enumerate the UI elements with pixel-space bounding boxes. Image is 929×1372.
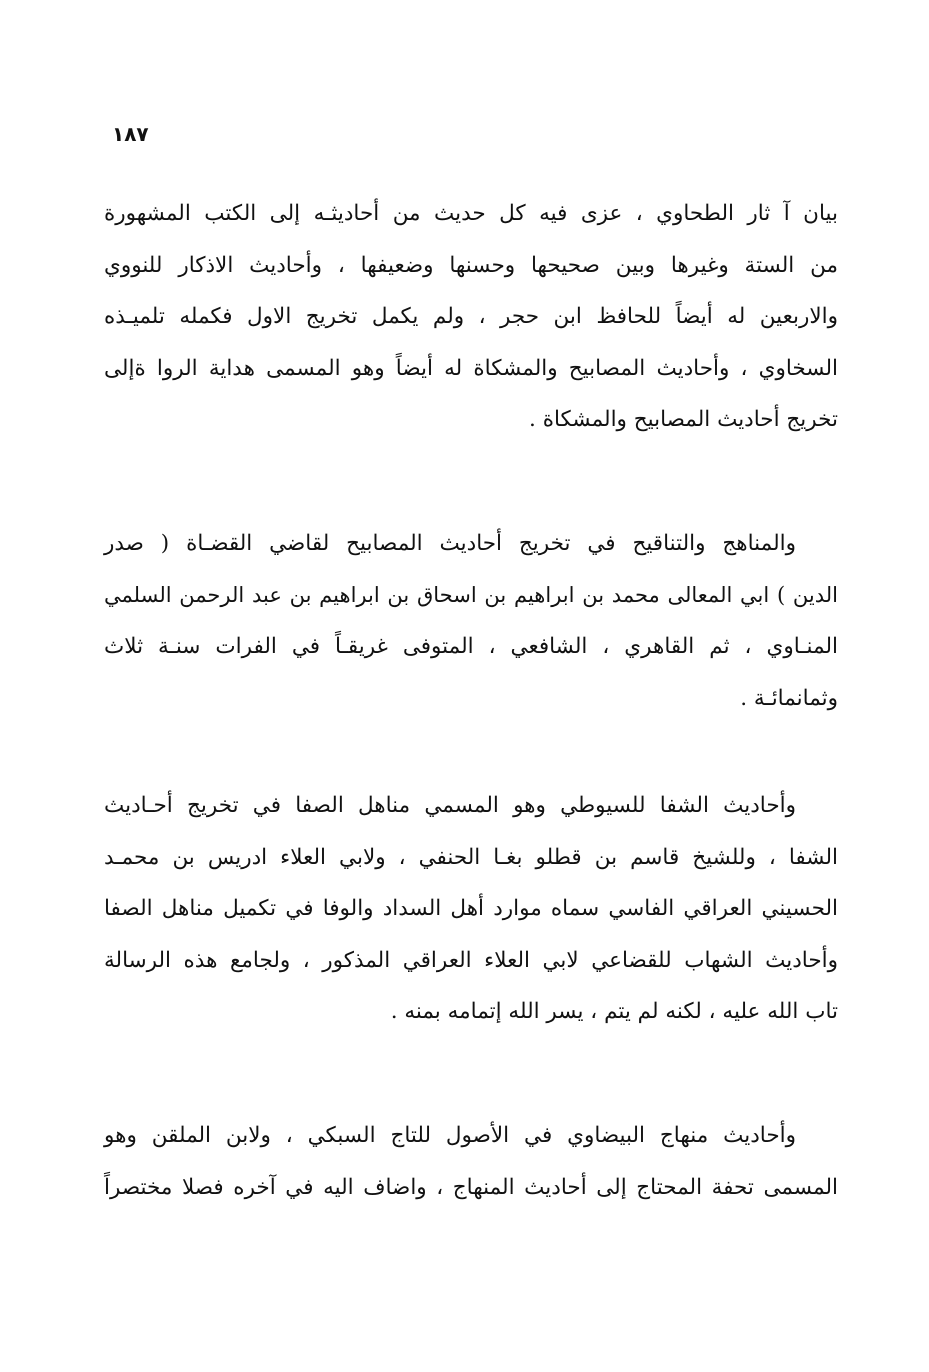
text-line: من الستة وغيرها وبين صحيحها وحسنها وضعيفها ، وأحاديث الاذكار للنووي xyxy=(104,252,838,278)
text-line: الدين ) ابي المعالى محمد بن ابراهيم بن اسحاق بن ابراهيم بن عبد الرحمن السلمي xyxy=(104,582,838,607)
text-line: والاربعين له أيضاً للحافظ ابن حجر ، ولم يكمل تخريج الاول فكمله تلميـذه xyxy=(104,304,838,329)
text-line: تاب الله عليه ، لكنه لم يتم ، يسر الله إتمامه بمنه . xyxy=(390,999,838,1024)
paragraph-3 xyxy=(104,780,838,1038)
text-line: السخاوي ، وأحاديث المصابيح والمشكاة له أيضاً وهو المسمى هداية الروا ةإلى xyxy=(104,355,838,381)
text-line: المسمى تحفة المحتاج إلى أحاديث المنهاج ، واضاف اليه في آخره فصلا مختصراً xyxy=(104,1174,838,1200)
paragraph-2 xyxy=(104,518,838,724)
paragraph-1 xyxy=(104,188,838,446)
text-line: والمناهج والتناقيح في تخريج أحاديث المصابيح لقاضي القضـاة ( صدر xyxy=(104,531,796,556)
text-line: وأحاديث منهاج البيضاوي في الأصول للتاج السبكي ، ولابن الملقن وهو xyxy=(104,1123,796,1148)
page-number: ١٨٧ xyxy=(112,122,149,146)
text-line: المنـاوي ، ثم القاهري ، الشافعي ، المتوفى غريقـاً في الفرات سنـة ثلاث xyxy=(104,634,838,659)
text-line: بيان آ ثار الطحاوي ، عزى فيه كل حديث من أحاديثـه إلى الكتب المشهورة xyxy=(104,201,838,226)
text-line: تخريج أحاديث المصابيح والمشكاة . xyxy=(529,407,838,432)
text-line: وثمانمائـة . xyxy=(740,685,838,711)
text-line: وأحاديث الشهاب للقضاعي لابي العلاء العراقي المذكور ، ولجامع هذه الرسالة xyxy=(104,947,838,973)
text-line: الحسيني العراقي الفاسي سماه موارد أهل السداد والوفا في تكميل مناهل الصفا xyxy=(104,896,838,921)
text-line: الشفا ، وللشيخ قاسم بن قطلو بغـا الحنفي ، ولابي العلاء ادريس بن محمـد xyxy=(104,844,838,870)
text-line: وأحاديث الشفا للسيوطي وهو المسمي مناهل الصفا في تخريج أحـاديث xyxy=(104,793,796,818)
paragraph-4 xyxy=(104,1110,838,1213)
